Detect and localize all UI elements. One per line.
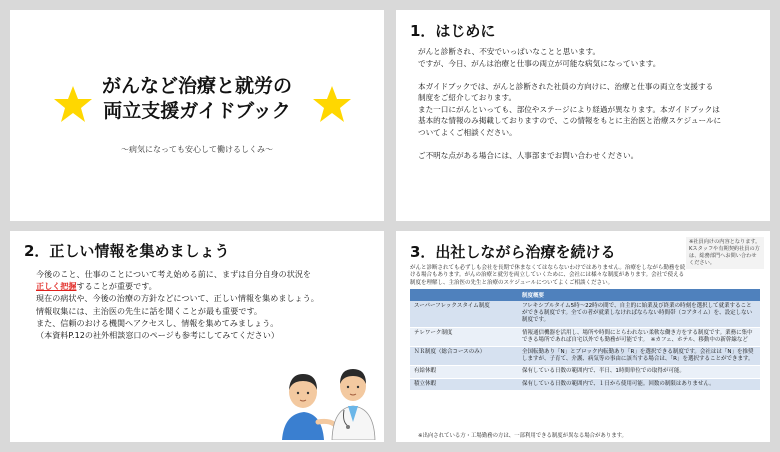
table-row [410,378,760,390]
system-name: 積立休暇 [410,378,518,390]
intro-line: 基本的な情報のみ掲載しておりますので、この情報をもとに主治医と治療スケジュールに [418,116,722,125]
guidebook-title: がんなど治療と就労の 両立支援ガイドブック [101,75,292,122]
table-header-row [410,289,760,301]
intro-line: がんと診断され、不安でいっぱいなことと思います。 [418,47,601,56]
support-system-table [410,289,760,391]
system-description: 情報通信機器を活用し、場所や時間にとらわれない柔軟な働き方をする制度です。業務に集中できる場所であれば自宅以外でも勤務が可能です。 ※カフェ、ホテル、移動中の新幹線など [518,327,760,346]
intro-line: ですが、今日、がんは治療と仕事の両立が可能な病気になっています。 [418,58,661,68]
table-header-cell: 制度概要 [518,289,760,301]
star-icon [53,84,93,124]
patient-figure [282,374,334,440]
info-line: また、信頼のおける機関へアクセスし、情報を集めてみましょう。 [36,317,279,328]
star-icon [312,84,352,124]
slide-title [10,10,384,221]
intro-line: 制度をご紹介しております。 [418,93,517,102]
slide-heading: 1．はじめに [410,22,496,40]
table-row [410,347,760,366]
system-description: 全国転勤あり「N」とブロック内転勤あり「R」を選択できる制度です。会社はは「N」を推奨しますが、子育て、介護、病気等の事由に該当する場合は、「R」を選択することができます。 [518,347,760,366]
emphasis-text: 正しく把握 [36,281,77,292]
intro-line: ついてよくご相談ください。 [418,127,517,137]
info-line: （本資料P.12の社外相談窓口のページも参考にしてみてください） [36,330,279,341]
table-row [410,301,760,327]
system-description: フレキシブルタイム5時～22時の間で、自主的に始業及び終業の時刻を選択して就業することができる制度です。全ての者が就業しなければならない時間帯（コアタイム）を、設定しない制度です。 [518,301,760,327]
table-footnote: ※出向されている方・工場勤務の方は、一部利用できる制度が異なる場合があります。 [418,433,627,439]
information-body [36,268,374,341]
system-name: ＮＲ制度（総合コースのみ） [410,347,518,366]
system-name: スーパーフレックスタイム制度 [410,301,518,327]
intro-line-gap [418,138,758,150]
info-line: 正しく把握することが重要です。 [36,281,157,292]
doctor-figure [332,369,375,440]
treatment-intro: がんと診断されても必ずしも会社を長期で休まなくてはならないわけではありません。治療をしながら勤務を続ける場合もあります。がんの治療と就労を両立していくために、会社には様々な制度があります。会社で使える制度を理解し、主治医の先生と治療のスケジュールについてよくご相談ください。 [410,265,686,286]
audience-note: ※社員向けの内容となります。Kスタッフや有期契約社員の方は、総務部門へお問い合わせください。 [686,237,764,269]
slide-gather-information [10,231,384,442]
slide-heading: 2．正しい情報を集めましょう [24,242,230,260]
table-row [410,327,760,346]
system-name: テレワーク制度 [410,327,518,346]
table-row [410,366,760,378]
intro-line: ご不明な点がある場合には、人事部までお問い合わせください。 [418,150,639,160]
system-name: 有給休暇 [410,366,518,378]
intro-body [418,46,758,161]
system-description: 保有している日数の範囲内で、半日、1時間単位での取得が可能。 [518,366,760,378]
slide-introduction [396,10,770,221]
intro-line: 本ガイドブックでは、がんと診断された社員の方向けに、治療と仕事の両立を支援する [418,81,714,91]
table-header-cell [410,289,518,301]
slide-continue-treatment [396,231,770,442]
info-line: 今後のこと、仕事のことについて考え始める前に、まずは自分自身の状況を [36,269,312,279]
info-line: 現在の病状や、今後の治療の方針などについて、正しい情報を集めましょう。 [36,293,319,304]
doctor-patient-illustration [278,348,376,440]
slide-heading: 3．出社しながら治療を続ける [410,243,616,261]
info-line: 情報収集には、主治医の先生に話を聞くことが最も重要です。 [36,305,262,316]
intro-line-gap [418,69,758,81]
guidebook-subtitle: ～病気になっても安心して働けるしくみ～ [121,145,273,154]
system-description: 保有している日数の範囲内で、１日から使用可能。回数の制限はありません。 [518,378,760,390]
intro-line: また一口にがんといっても、部位やステージにより経過が異なります。本ガイドブックは [418,104,720,114]
